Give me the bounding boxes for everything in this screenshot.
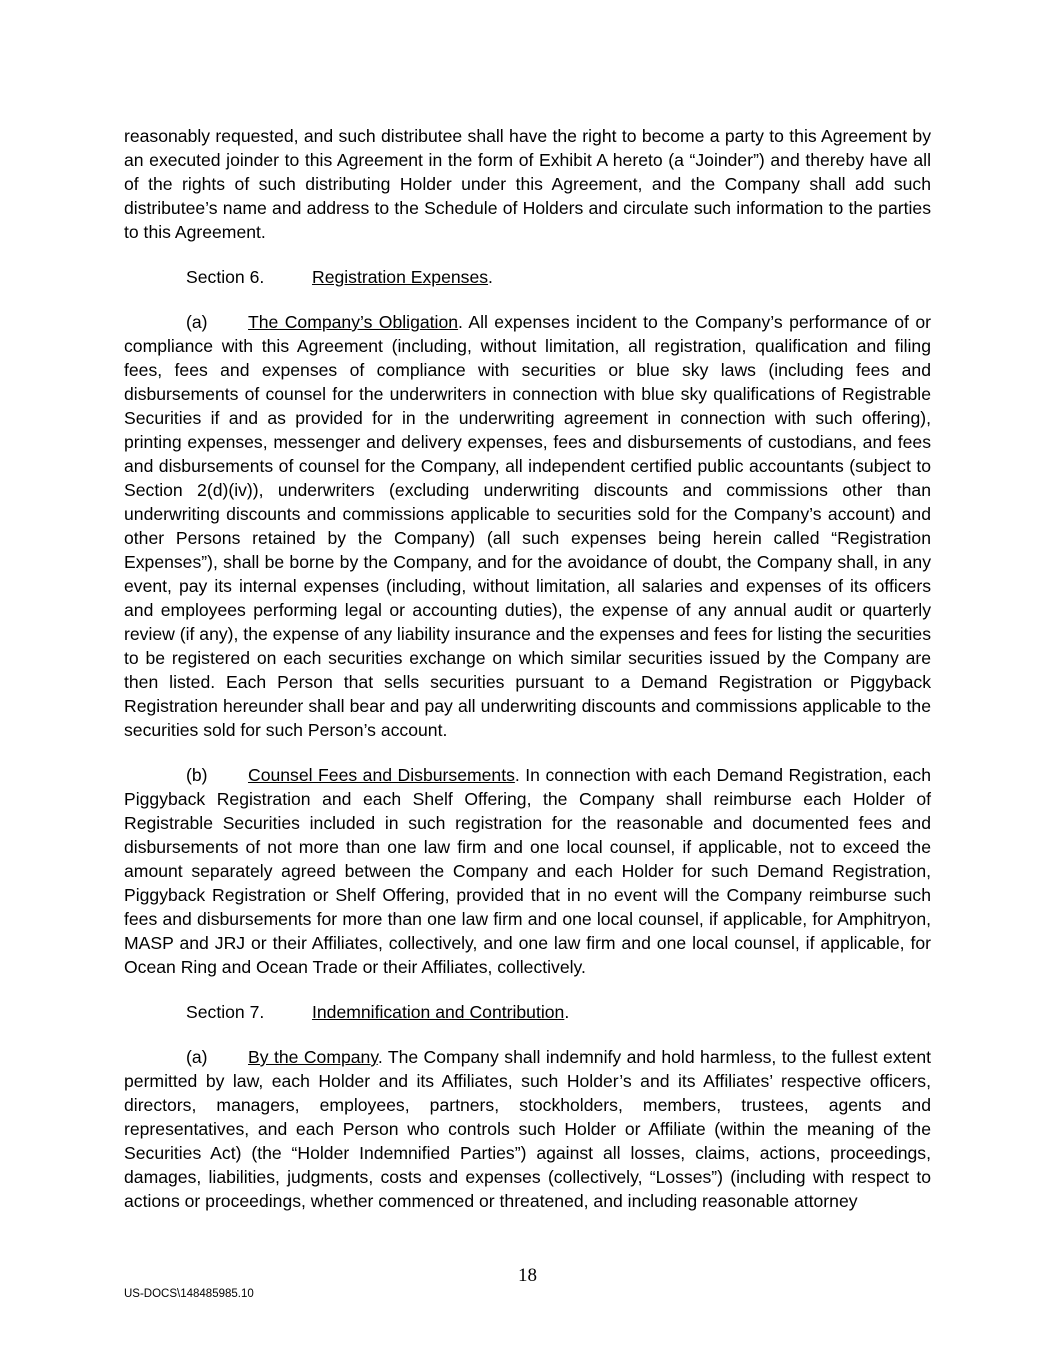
section-6-number: Section 6.: [186, 267, 265, 287]
intro-paragraph: reasonably requested, and such distributee shall have the right to become a party to this Agreement by an executed joinder to this Agreement in the form of Exhibit A hereto (a “Joinder”) and thereby have all of the rights of such distributing Holder under this Agreement, and the Company shall add such distributee’s name and address to the Schedule of Holders and circulate such information to the parties to this Agreement.: [124, 126, 931, 242]
body-text: [124, 124, 931, 1213]
section-6b-title: Counsel Fees and Disbursements: [248, 765, 515, 785]
section-6-title: Registration Expenses: [312, 267, 489, 287]
section-6a-title: The Company’s Obligation: [248, 312, 459, 332]
section-6b-paragraph: [124, 763, 931, 979]
section-7-title: Indemnification and Contribution: [312, 1002, 565, 1022]
section-6-title-suffix: .: [488, 267, 493, 287]
section-6b-body: . In connection with each Demand Registration, each Piggyback Registration and each Shelf Offering, the Company shall reimburse each Holder of Registrable Securities included in such registration for the reasonable and documented fees and disbursements of not more than one law firm and one local counsel, if applicable, not to exceed the amount separately agreed between the Company and each Holder for such Demand Registration, Piggyback Registration or Shelf Offering, provided that in no event will the Company reimburse such fees and disbursements for more than one law firm and one local counsel, if applicable, for Amphitryon, MASP and JRJ or their Affiliates, collectively, and one law firm and one local counsel, if applicable, for Ocean Ring and Ocean Trade or their Affiliates, collectively.: [124, 765, 931, 977]
section-6a-paragraph: [124, 310, 931, 742]
section-6a-body: . All expenses incident to the Company’s performance of or compliance with this Agreement (including, without limitation, all registration, qualification and filing fees, fees and expenses of compliance with securities or blue sky laws (including fees and disbursements of counsel for the underwriters in connection with blue sky qualifications of Registrable Securities if and as provided for in the underwriting agreement in connection with such offering), printing expenses, messenger and delivery expenses, fees and disbursements of custodians, and fees and disbursements of counsel for the Company, all independent certified public accountants (subject to Section 2(d)(iv)), underwriters (excluding underwriting discounts and commissions other than underwriting discounts and commissions applicable to securities sold for the Company’s account) and other Persons retained by the Company) (all such expenses being herein called “Registration Expenses”), shall be borne by the Company, and for the avoidance of doubt, the Company shall, in any event, pay its internal expenses (including, without limitation, all salaries and expenses of its officers and employees performing legal or accounting duties), the expense of any annual audit or quarterly review (if any), the expense of any liability insurance and the expenses and fees for listing the securities to be registered on each securities exchange on which similar securities issued by the Company are then listed. Each Person that sells securities pursuant to a Demand Registration or Piggyback Registration hereunder shall bear and pay all underwriting discounts and commissions applicable to the securities sold for such Person’s account.: [124, 312, 931, 740]
page-number: 18: [518, 1265, 537, 1286]
section-6a-label: (a): [186, 312, 208, 332]
document-id: US-DOCS\148485985.10: [124, 1288, 254, 1300]
section-7-heading: [124, 1000, 931, 1024]
section-6b-label: (b): [186, 765, 208, 785]
section-7-number: Section 7.: [186, 1002, 265, 1022]
section-7-title-suffix: .: [564, 1002, 570, 1022]
section-7a-body: . The Company shall indemnify and hold harmless, to the fullest extent permitted by law, each Holder and its Affiliates, such Holder’s and its Affiliates’ respective officers, directors, managers, employees, partners, stockholders, members, trustees, agents and representatives, and each Person who controls such Holder or Affiliate (within the meaning of the Securities Act) (the “Holder Indemnified Parties”) against all losses, claims, actions, proceedings, damages, liabilities, judgments, costs and expenses (collectively, “Losses”) (including with respect to actions or proceedings, whether commenced or threatened, and including reasonable attorney: [124, 1047, 931, 1211]
section-7a-paragraph: [124, 1045, 931, 1213]
section-7a-label: (a): [186, 1047, 208, 1067]
section-7a-title: By the Company: [248, 1047, 378, 1067]
section-6-heading: [124, 265, 931, 289]
